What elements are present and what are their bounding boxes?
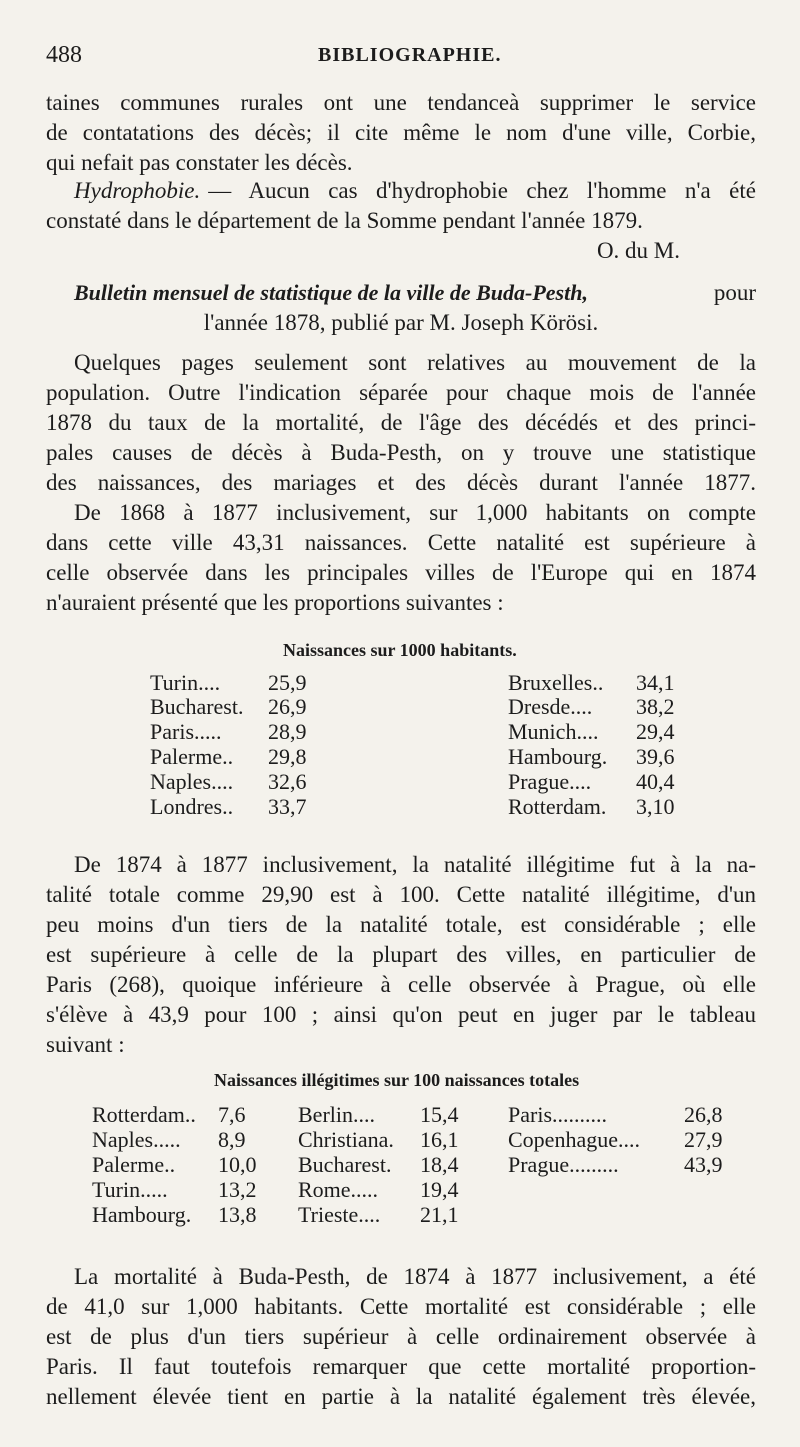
text-line: de contatations des décès; il cite même le nom d'une ville, Corbie, [46, 120, 756, 145]
text-line: population. Outre l'indication séparée pour chaque mois de l'année [46, 380, 756, 405]
bulletin-title-end: pour [713, 280, 756, 305]
table2-city: Bucharest. [298, 1152, 392, 1177]
table1-city: Prague.... [508, 769, 592, 794]
table1-value: 29,8 [268, 744, 307, 769]
table2-city: Hambourg. [92, 1202, 192, 1227]
table2-value: 26,8 [684, 1102, 723, 1127]
table2-city: Paris.......... [508, 1102, 607, 1127]
table1-value: 33,7 [268, 794, 307, 819]
table2-value: 43,9 [684, 1152, 723, 1177]
text-line: dans cette ville 43,31 naissances. Cette natalité est supérieure à [46, 530, 756, 555]
text-line: La mortalité à Buda-Pesth, de 1874 à 1877 inclusivement, a été [74, 1264, 756, 1289]
text-line: De 1868 à 1877 inclusivement, sur 1,000 habitants on compte [74, 500, 756, 525]
table2-value: 13,2 [218, 1177, 257, 1202]
table1-city: Dresde.... [508, 694, 593, 719]
table2-value: 10,0 [218, 1152, 257, 1177]
text-line: s'élève à 43,9 pour 100 ; ainsi qu'on peut en juger par le tableau [46, 1002, 756, 1027]
text-line: pales causes de décès à Buda-Pesth, on y trouve une statistique [46, 440, 756, 465]
text-line: constaté dans le département de la Somme pendant l'année 1879. [46, 208, 643, 233]
table2-city: Copenhague.... [508, 1127, 640, 1152]
table1-city: Bruxelles.. [508, 670, 604, 695]
table1-value: 40,4 [636, 769, 675, 794]
table2-value: 8,9 [218, 1127, 246, 1152]
bulletin-title [46, 278, 756, 308]
table1-city: Munich.... [508, 719, 599, 744]
bulletin-subtitle: l'année 1878, publié par M. Joseph Körösi. [203, 310, 599, 335]
text-line: Paris. Il faut toutefois remarquer que cette mortalité proportion- [46, 1354, 756, 1379]
text-line: suivant : [46, 1032, 125, 1057]
text-line: est de plus d'un tiers supérieur à celle ordinairement observée à [46, 1324, 756, 1349]
table2-value: 27,9 [684, 1127, 723, 1152]
table2-city: Christiana. [298, 1127, 394, 1152]
text-line: taines communes rurales ont une tendanceà supprimer le service [46, 90, 756, 115]
text-line: nellement élevée tient en partie à la natalité également très élevée, [46, 1384, 756, 1409]
page-number: 488 [46, 42, 82, 68]
table2-city: Palerme.. [92, 1152, 176, 1177]
text-line: de 41,0 sur 1,000 habitants. Cette mortalité est considérable ; elle [46, 1294, 756, 1319]
table2-city: Trieste.... [298, 1202, 381, 1227]
text-line: Paris (268), quoique inférieure à celle observée à Prague, où elle [46, 972, 756, 997]
text-line: talité totale comme 29,90 est à 100. Cette natalité illégitime, d'un [46, 882, 756, 907]
table1-value: 3,10 [636, 794, 675, 819]
table2-value: 15,4 [420, 1102, 459, 1127]
table2-value: 19,4 [420, 1177, 459, 1202]
table1-city: Hambourg. [508, 744, 608, 769]
text-line: des naissances, des mariages et des décès durant l'année 1877. [46, 470, 756, 495]
text-line: est supérieure à celle de la plupart des villes, en particulier de [46, 942, 756, 967]
text-line: celle observée dans les principales villes de l'Europe qui en 1874 [46, 560, 756, 585]
table2-city: Prague......... [508, 1152, 619, 1177]
text-line: 1878 du taux de la mortalité, de l'âge des décédés et des princi- [46, 410, 756, 435]
text-line: Quelques pages seulement sont relatives au mouvement de la [74, 350, 756, 375]
signature: O. du M. [596, 238, 680, 263]
table1-city: Bucharest. [150, 694, 244, 719]
table1-city: Londres.. [150, 794, 234, 819]
table2-value: 7,6 [218, 1102, 246, 1127]
table2-value: 16,1 [420, 1127, 459, 1152]
table2-value: 13,8 [218, 1202, 257, 1227]
table1-city: Palerme.. [150, 744, 234, 769]
text-line: qui nefait pas constater les décès. [46, 150, 353, 175]
table2-city: Berlin.... [298, 1102, 375, 1127]
table1-value: 26,9 [268, 694, 307, 719]
table1-value: 28,9 [268, 719, 307, 744]
table1-value: 39,6 [636, 744, 675, 769]
table1-city: Naples.... [150, 769, 234, 794]
table1-value: 25,9 [268, 670, 307, 695]
table1-value: 29,4 [636, 719, 675, 744]
table2-value: 21,1 [420, 1202, 459, 1227]
text-line: n'auraient présenté que les proportions suivantes : [46, 590, 504, 615]
table1-city: Rotterdam. [508, 794, 607, 819]
text-line: De 1874 à 1877 inclusivement, la natalité illégitime fut à la na- [74, 852, 756, 877]
table2-value: 18,4 [420, 1152, 459, 1177]
bulletin-title-text: Bulletin mensuel de statistique de la ville de Buda-Pesth, [74, 280, 588, 305]
table2-city: Rotterdam.. [92, 1102, 196, 1127]
page-header [0, 36, 800, 76]
table1-city: Paris..... [150, 719, 222, 744]
table2-city: Rome..... [298, 1177, 379, 1202]
table2-title: Naissances illégitimes sur 100 naissances totales [214, 1070, 580, 1090]
table1-title: Naissances sur 1000 habitants. [283, 640, 517, 660]
hydrophobie-line [46, 176, 756, 206]
table1-city: Turin.... [150, 670, 221, 695]
running-title: BIBLIOGRAPHIE. [318, 44, 502, 66]
table2-city: Turin..... [92, 1177, 168, 1202]
table2-city: Naples..... [92, 1127, 181, 1152]
table1-value: 38,2 [636, 694, 675, 719]
table1-value: 34,1 [636, 670, 675, 695]
text-line: peu moins d'un tiers de la natalité totale, est considérable ; elle [46, 912, 756, 937]
table1-value: 32,6 [268, 769, 307, 794]
section-label: Hydrophobie. [74, 178, 201, 203]
text-span: — Aucun cas d'hydrophobie chez l'homme n'a été [208, 178, 756, 203]
